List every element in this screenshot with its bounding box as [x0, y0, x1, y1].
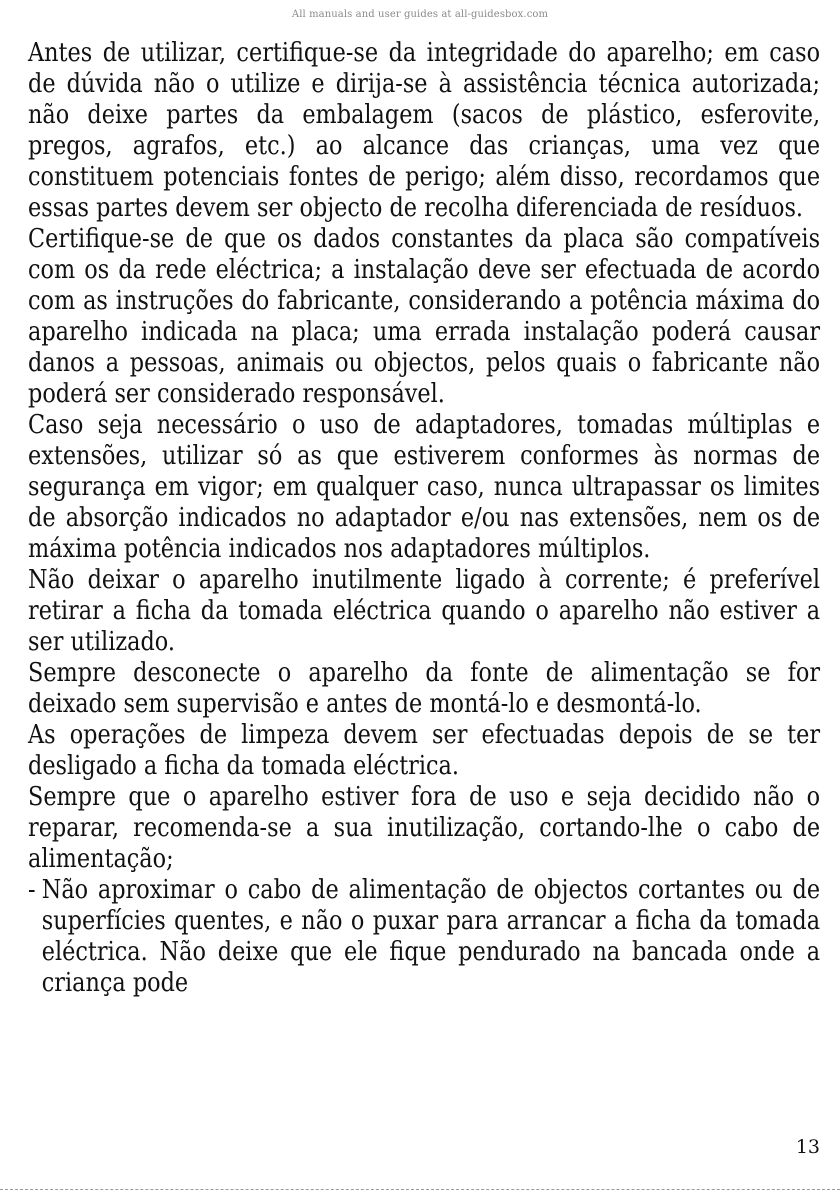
page-bottom-divider: [0, 1189, 840, 1190]
bullet-marker: -: [28, 875, 36, 905]
body-text: [28, 38, 820, 999]
paragraph-rating-plate: Certifique-se de que os dados constantes da placa são compatíveis com os da rede eléctrica; a instalação deve ser efectuada de acordo com as instruções do fabricante, considerando a potência máxima do aparelho indicada na placa; uma errada instalação poderá causar danos a pessoas, animais ou objectos, pelos quais o fabricante não poderá ser considerado responsável.: [28, 224, 821, 409]
paragraph-adapters: Caso seja necessário o uso de adaptadores, tomadas múltiplas e extensões, utilizar só as que estiverem conformes às normas de segurança em vigor; em qualquer caso, nunca ultrapassar os limites de absorção indicados no adaptador e/ou nas extensões, nem os de máxima potência indicados nos adaptadores múltiplos.: [28, 410, 821, 564]
paragraph-disconnect-supervision: Sempre desconecte o aparelho da fonte de alimentação se for deixado sem supervisão e antes de montá-lo e desmontá-lo.: [28, 658, 821, 719]
paragraph-integrity-check: Antes de utilizar, certifique-se da integridade do aparelho; em caso de dúvida não o utilize e dirija-se à assistência técnica autorizada; não deixe partes da embalagem (sacos de plástico, esferovite, pregos, agrafos, etc.) ao alcance das crianças, uma vez que constituem potenciais fontes de perigo; além disso, recordamos que essas partes devem ser objecto de recolha diferenciada de resíduos.: [28, 38, 821, 223]
paragraph-unplug-when-idle: Não deixar o aparelho inutilmente ligado à corrente; é preferível retirar a ficha da tomada eléctrica quando o aparelho não estiver a ser utilizado.: [28, 565, 821, 657]
bullet-text: Não aproximar o cabo de alimentação de objectos cortantes ou de superfícies quentes, e não o puxar para arrancar a ficha da tomada eléctrica. Não deixe que ele fique pendurado na bancada onde a criança pode: [41, 875, 821, 998]
source-header: All manuals and user guides at all-guidesbox.com: [291, 9, 549, 20]
bullet-item-power-cord: [28, 875, 820, 999]
paragraph-disposal: Sempre que o aparelho estiver fora de uso e seja decidido não o reparar, recomenda-se a sua inutilização, cortando-lhe o cabo de alimentação;: [28, 782, 821, 874]
page-number: 13: [795, 1136, 820, 1158]
paragraph-cleaning: As operações de limpeza devem ser efectuadas depois de se ter desligado a ficha da tomada eléctrica.: [28, 720, 821, 781]
